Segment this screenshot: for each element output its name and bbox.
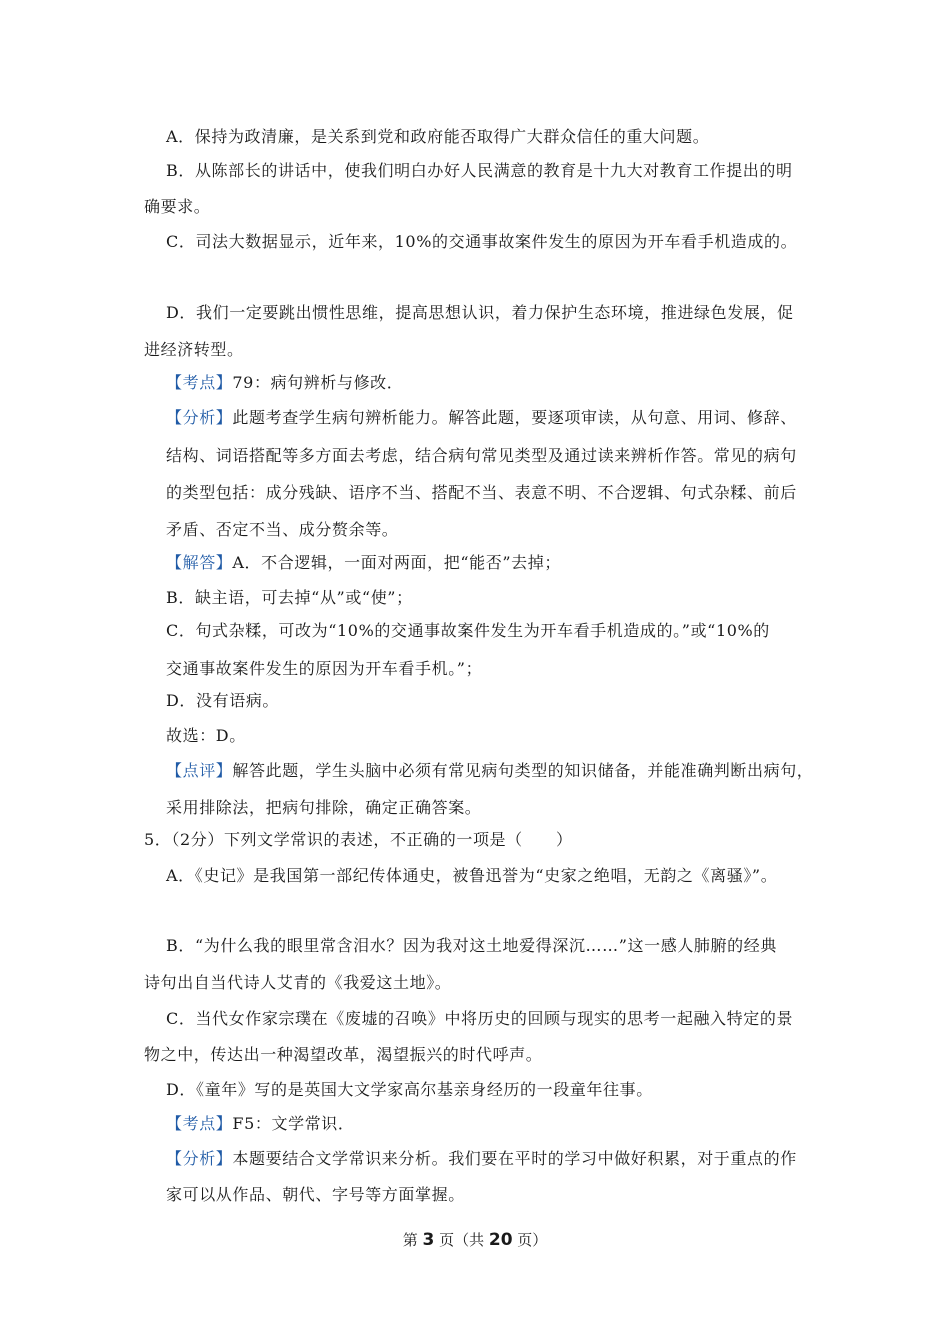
fenxi-line: 矛盾、否定不当、成分赘余等。	[166, 520, 399, 539]
page-number: 3	[422, 1230, 435, 1250]
q4-dianping	[166, 760, 813, 782]
dianping-line: 解答此题，学生头脑中必须有常见病句类型的知识储备，并能准确判断出病句，	[232, 761, 814, 780]
jieda-line: 故选：D。	[166, 726, 246, 745]
footer-prefix: 第	[402, 1231, 423, 1249]
dianping-tag: 【点评】	[166, 761, 233, 780]
dianping-line: 采用排除法，把病句排除，确定正确答案。	[166, 798, 482, 817]
q5-option-c-cont: 物之中，传达出一种渴望改革，渴望振兴的时代呼声。	[144, 1045, 543, 1064]
fenxi-line: 的类型包括：成分残缺、语序不当、搭配不当、表意不明、不合逻辑、句式杂糅、前后	[166, 483, 797, 502]
q4-kaodian	[166, 372, 403, 394]
jieda-line: B．缺主语，可去掉“从”或“使”；	[166, 588, 413, 607]
q5-option-b: B．“为什么我的眼里常含泪水？因为我对这土地爱得深沉……”这一感人肺腑的经典	[166, 936, 777, 955]
fenxi-line: 结构、词语搭配等多方面去考虑，结合病句常见类型及通过读来辨析作答。常见的病句	[166, 446, 797, 465]
kaodian-tag: 【考点】	[166, 373, 233, 392]
footer-suffix: 页）	[512, 1231, 548, 1249]
q5-kaodian	[166, 1113, 355, 1135]
q4-option-c: C．司法大数据显示，近年来，10%的交通事故案件发生的原因为开车看手机造成的。	[166, 232, 798, 251]
fenxi-tag: 【分析】	[166, 1149, 233, 1168]
q5-fenxi	[166, 1148, 797, 1170]
q4-option-b: B．从陈部长的讲话中，使我们明白办好人民满意的教育是十九大对教育工作提出的明	[166, 161, 793, 180]
kaodian-text: F5：文学常识．	[232, 1114, 355, 1133]
q5-option-a: A．《史记》是我国第一部纪传体通史，被鲁迅誉为“史家之绝唱，无韵之《离骚》”。	[166, 866, 778, 885]
fenxi-line: 家可以从作品、朝代、字号等方面掌握。	[166, 1185, 465, 1204]
footer-mid: 页（共	[434, 1231, 489, 1249]
kaodian-text: 79：病句辨析与修改．	[232, 373, 404, 392]
q4-option-a: A．保持为政清廉，是关系到党和政府能否取得广大群众信任的重大问题。	[166, 127, 710, 146]
q5-option-b-cont: 诗句出自当代诗人艾青的《我爱这土地》。	[144, 973, 452, 992]
jieda-line: 交通事故案件发生的原因为开车看手机。”；	[166, 659, 483, 678]
kaodian-tag: 【考点】	[166, 1114, 233, 1133]
jieda-line: A．不合逻辑，一面对两面，把“能否”去掉；	[232, 553, 561, 572]
jieda-line: D．没有语病。	[166, 691, 280, 710]
q5-option-d: D．《童年》写的是英国大文学家高尔基亲身经历的一段童年往事。	[166, 1080, 653, 1099]
jieda-tag: 【解答】	[166, 553, 233, 572]
q5-stem: 5．（2分）下列文学常识的表述，不正确的一项是（ ）	[144, 830, 573, 849]
q4-jieda	[166, 552, 561, 574]
q4-option-d-cont: 进经济转型。	[144, 340, 244, 359]
fenxi-line: 本题要结合文学常识来分析。我们要在平时的学习中做好积累，对于重点的作	[232, 1149, 797, 1168]
q4-fenxi	[166, 407, 797, 429]
page-footer	[0, 1229, 950, 1251]
q5-option-c: C．当代女作家宗璞在《废墟的召唤》中将历史的回顾与现实的思考一起融入特定的景	[166, 1009, 794, 1028]
fenxi-line: 此题考查学生病句辨析能力。解答此题，要逐项审读，从句意、用词、修辞、	[232, 408, 797, 427]
q4-option-d: D．我们一定要跳出惯性思维，提高思想认识，着力保护生态环境，推进绿色发展，促	[166, 303, 794, 322]
q4-option-b-cont: 确要求。	[144, 197, 211, 216]
page-total: 20	[488, 1230, 513, 1250]
jieda-line: C．句式杂糅，可改为“10%的交通事故案件发生为开车看手机造成的。”或“10%的	[166, 621, 770, 640]
fenxi-tag: 【分析】	[166, 408, 233, 427]
